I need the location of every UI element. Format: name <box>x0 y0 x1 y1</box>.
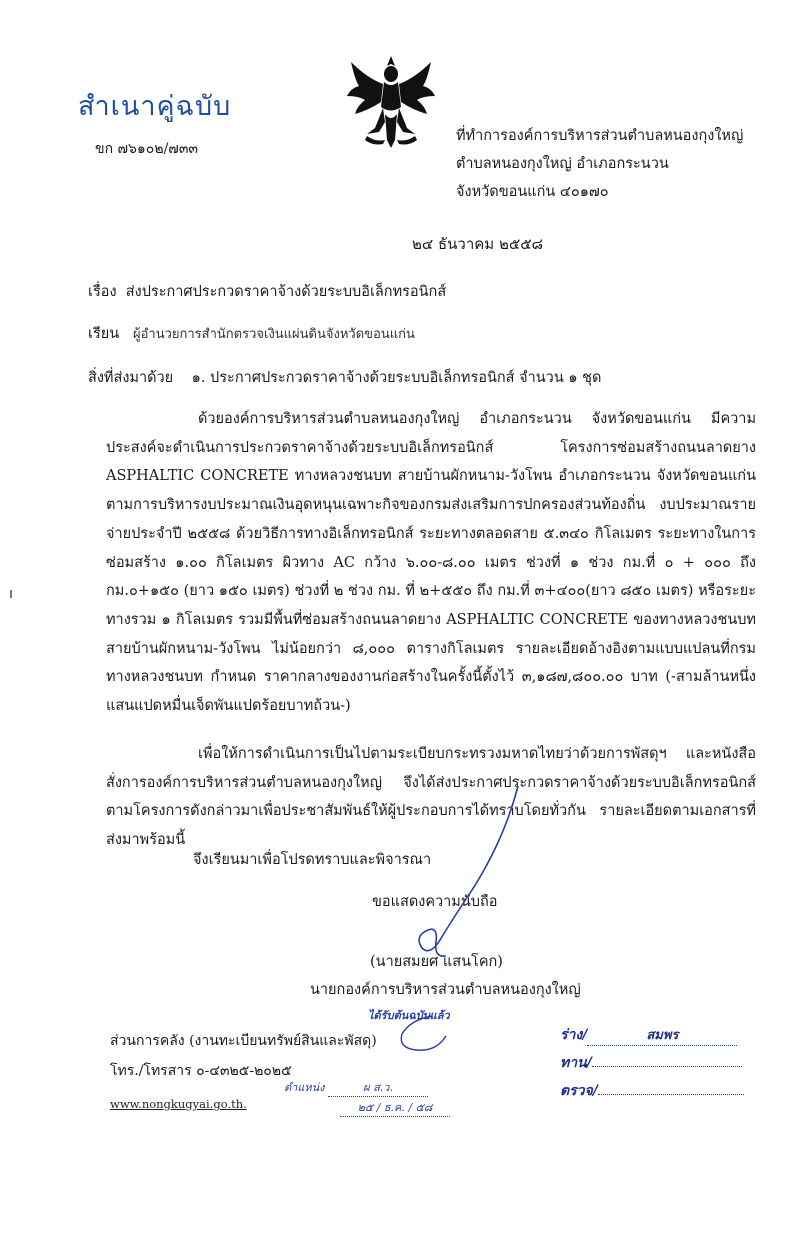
enclosure-line <box>88 366 601 389</box>
enclosure-text: ๑. ประกาศประกวดราคาจ้างด้วยระบบอิเล็กทรอนิกส์ จำนวน ๑ ชุด <box>191 370 602 386</box>
margin-mark <box>10 590 12 598</box>
routing-row: ทาน/ <box>560 1052 760 1080</box>
signer-title: นายกองค์การบริหารส่วนตำบลหนองกุงใหญ่ <box>310 982 581 998</box>
closing-salutation: ขอแสดงความนับถือ <box>372 894 498 910</box>
received-initials-icon <box>392 1012 462 1058</box>
body-paragraph-2: เพื่อให้การดำเนินการเป็นไปตามระเบียบกระทรวงมหาดไทยว่าด้วยการพัสดุฯ และหนังสือสั่งการองค์การบริหารส่วนตำบลหนองกุงใหญ่ จึงได้ส่งประกาศประกวดราคาจ้างด้วยระบบอิเล็กทรอนิกส์ตามโครงการดังกล่าวมาเพื่อประชาสัมพันธ์ให้ผู้ประกอบการได้ทราบโดยทั่วกัน รายละเอียดตามเอกสารที่ส่งมาพร้อมนี้ <box>106 746 756 849</box>
footer-department: ส่วนการคลัง (งานทะเบียนทรัพย์สินและพัสดุ) <box>110 1033 377 1049</box>
signature-icon <box>400 780 540 970</box>
routing-row: ร่าง/ สมพร <box>560 1024 760 1052</box>
sender-address-line-1: ที่ทำการองค์การบริหารส่วนตำบลหนองกุงใหญ่ <box>456 128 744 144</box>
footer-phone: โทร./โทรสาร ๐-๔๓๒๕-๒๐๒๕ <box>110 1063 292 1079</box>
garuda-emblem-icon <box>345 52 437 150</box>
document-number: ขก ๗๖๑๐๒/๗๓๓ <box>95 141 198 157</box>
recipient-label: เรียน <box>88 326 120 342</box>
recipient-line <box>88 322 415 345</box>
routing-block <box>560 1024 760 1108</box>
subject-text: ส่งประกาศประกวดราคาจ้างด้วยระบบอิเล็กทรอนิกส์ <box>125 284 447 300</box>
copy-stamp: สำเนาคู่ฉบับ <box>78 91 232 122</box>
received-stamp-position <box>284 1078 428 1097</box>
received-stamp-title: ได้รับต้นฉบับแล้ว <box>368 1009 450 1022</box>
letter-date: ๒๔ ธันวาคม ๒๕๕๘ <box>412 235 544 253</box>
received-position-label: ตำแหน่ง <box>284 1081 325 1094</box>
signer-name: (นายสมยศ แสนโคก) <box>370 954 503 970</box>
received-position-value: ผ ส.ว. <box>328 1078 428 1097</box>
subject-line <box>88 280 446 303</box>
routing-row: ตรวจ/ <box>560 1080 760 1108</box>
recipient-text: ผู้อำนวยการสำนักตรวจเงินแผ่นดินจังหวัดขอนแก่น <box>132 327 415 342</box>
received-date-value: ๒๕ / ธ.ค. / ๕๘ <box>340 1098 450 1117</box>
closing-request: จึงเรียนมาเพื่อโปรดทราบและพิจารณา <box>193 852 432 868</box>
sender-address-line-2: ตำบลหนองกุงใหญ่ อำเภอกระนวน <box>456 156 669 172</box>
enclosure-label: สิ่งที่ส่งมาด้วย <box>88 370 174 386</box>
sender-address-line-3: จังหวัดขอนแก่น ๔๐๑๗๐ <box>456 184 609 200</box>
received-stamp-date <box>340 1098 450 1117</box>
subject-label: เรื่อง <box>88 284 117 300</box>
body-paragraph-1: ด้วยองค์การบริหารส่วนตำบลหนองกุงใหญ่ อำเภอกระนวน จังหวัดขอนแก่น มีความประสงค์จะดำเนินการประกวดราคาจ้างด้วยระบบอิเล็กทรอนิกส์ โครงการซ่อมสร้างถนนลาดยาง ASPHALTIC CONCRETE ทางหลวงชนบท สายบ้านผักหนาม-วังโพน อำเภอกระนวน จังหวัดขอนแก่น ตามการบริหารงบประมาณเงินอุดหนุนเฉพาะกิจของกรมส่งเสริมการปกครองส่วนท้องถิ่น งบประมาณรายจ่ายประจำปี ๒๕๕๘ ด้วยวิธีการทางอิเล็กทรอนิกส์ ระยะทางตลอดสาย ๕.๓๔๐ กิโลเมตร ระยะทางในการซ่อมสร้าง ๑.๐๐ กิโลเมตร ผิวทาง AC กว้าง ๖.๐๐-๘.๐๐ เมตร ช่วงที่ ๑ ช่วง กม.ที่ ๐ + ๐๐๐ ถึง กม.๐+๑๕๐ (ยาว ๑๕๐ เมตร) ช่วงที่ ๒ ช่วง กม. ที่ ๒+๕๕๐ ถึง กม.ที่ ๓+๔๐๐(ยาว ๘๕๐ เมตร) หรือระยะทางรวม ๑ กิโลเมตร รวมมีพื้นที่ซ่อมสร้างถนนลาดยาง ASPHALTIC CONCRETE ของทางหลวงชนบท สายบ้านผักหนาม-วังโพน ไม่น้อยกว่า ๘,๐๐๐ ตารางกิโลเมตร รายละเอียดอ้างอิงตามแบบแปลนที่กรมทางหลวงชนบท กำหนด ราคากลางของงานก่อสร้างในครั้งนี้ตั้งไว้ ๓,๑๘๗,๘๐๐.๐๐ บาท (-สามล้านหนึ่งแสนแปดหมื่นเจ็ดพันแปดร้อยบาทถ้วน-) <box>106 411 756 715</box>
footer-website-link[interactable]: www.nongkugyai.go.th. <box>110 1097 247 1111</box>
